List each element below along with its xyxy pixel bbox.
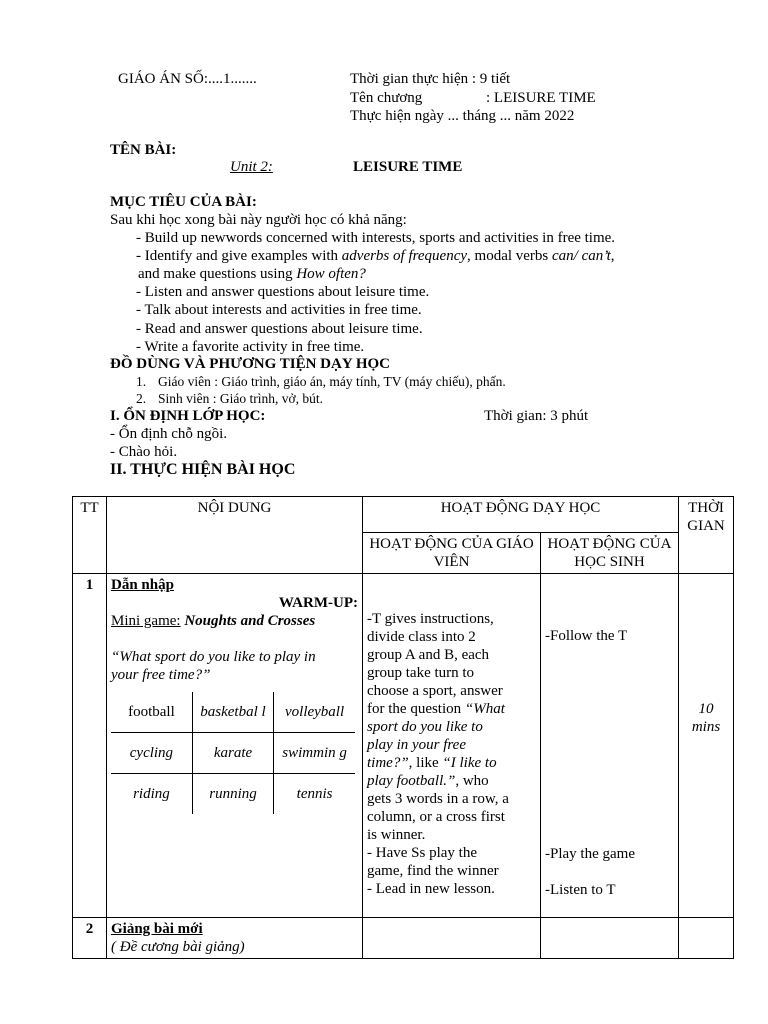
warmup-label: WARM-UP: [278, 595, 358, 611]
header-tt: TT [73, 497, 107, 574]
section-1-item: - Ổn định chỗ ngồi. [110, 426, 228, 442]
unit-label: Unit 2: [230, 159, 273, 175]
objective-item: - Write a favorite activity in free time. [136, 339, 365, 355]
teacher-line: game, find the winner [367, 863, 499, 879]
section-1-time: Thời gian: 3 phút [484, 408, 589, 424]
objective-item-cont: and make questions using How often? [138, 266, 366, 282]
teacher-line: -T gives instructions, [367, 611, 494, 627]
teacher-line: group take turn to [367, 665, 475, 681]
material-item: Giáo viên : Giáo trình, giáo án, máy tính, TV (máy chiếu), phấn. [158, 374, 506, 389]
objectives-intro: Sau khi học xong bài này người học có khả năng: [110, 212, 407, 228]
date-line: Thực hiện ngày ... tháng ... năm 2022 [350, 108, 575, 124]
section-1-item: - Chào hỏi. [110, 444, 178, 460]
objective-item: - Identify and give examples with adverbs of frequency, modal verbs can/ can’t, [136, 248, 615, 264]
time-cell [679, 918, 734, 959]
teacher-line: gets 3 words in a row, a [367, 791, 509, 807]
objective-item: - Listen and answer questions about leisure time. [136, 284, 430, 300]
grid-cell: running [192, 774, 273, 815]
section-2-heading: II. THỰC HIỆN BÀI HỌC [110, 461, 296, 478]
header-content: NỘI DUNG [107, 497, 363, 574]
header-teacher: HOẠT ĐỘNG CỦA GIÁO VIÊN [363, 533, 541, 574]
game-question: “What sport do you like to play in [111, 649, 316, 665]
grid-cell: karate [192, 733, 273, 774]
time-cell [679, 574, 734, 918]
header-activities: HOẠT ĐỘNG DẠY HỌC [363, 497, 679, 533]
teacher-line: group A and B, each [367, 647, 490, 663]
chapter-value: : LEISURE TIME [486, 90, 596, 106]
student-line: -Follow the T [545, 628, 628, 644]
grid-cell: football [128, 704, 175, 720]
objectives-heading: MỤC TIÊU CỦA BÀI: [110, 194, 257, 210]
teacher-line: divide class into 2 [367, 629, 476, 645]
row-content [107, 574, 363, 918]
teacher-line: sport do you like to [367, 719, 483, 735]
row-title: Giảng bài mới [111, 921, 203, 937]
teacher-activities [363, 918, 541, 959]
grid-cell: basketbal l [192, 692, 273, 733]
time-unit: mins [691, 719, 721, 735]
lesson-number: GIÁO ÁN SỐ:....1....... [118, 71, 257, 87]
row-title: Dẫn nhập [111, 577, 174, 593]
lesson-name: LEISURE TIME [353, 159, 463, 175]
row-number: 2 [73, 918, 107, 959]
time-value: 10 [698, 701, 714, 717]
noughts-crosses-grid [111, 692, 355, 814]
duration: Thời gian thực hiện : 9 tiết [350, 71, 511, 87]
grid-cell: tennis [274, 774, 355, 815]
teacher-activities [363, 574, 541, 918]
material-item-num: 1. [136, 374, 147, 389]
teacher-line: column, or a cross first [367, 809, 505, 825]
grid-cell: cycling [111, 733, 192, 774]
material-item-num: 2. [136, 391, 147, 406]
teacher-line: - Have Ss play the [367, 845, 477, 861]
game-question: your free time?” [111, 667, 211, 683]
student-activities [541, 918, 679, 959]
chapter-label: Tên chương [350, 90, 423, 106]
teacher-line: for the question “What [367, 701, 505, 717]
objective-item: - Read and answer questions about leisure time. [136, 321, 423, 337]
row-number: 1 [73, 574, 107, 918]
lesson-table [72, 496, 734, 959]
teacher-line: - Lead in new lesson. [367, 881, 495, 897]
materials-heading: ĐỒ DÙNG VÀ PHƯƠNG TIỆN DẠY HỌC [110, 356, 391, 372]
teacher-line: play football.”, who [367, 773, 489, 789]
objective-item: - Talk about interests and activities in free time. [136, 302, 422, 318]
teacher-line: play in your free [367, 737, 467, 753]
header-time: THỜI GIAN [679, 497, 734, 574]
student-line: -Listen to T [545, 882, 616, 898]
section-1-heading: I. ỔN ĐỊNH LỚP HỌC: [110, 408, 266, 424]
teacher-line: choose a sport, answer [367, 683, 503, 699]
student-activities [541, 574, 679, 918]
grid-cell: riding [111, 774, 192, 815]
objective-item: - Build up newwords concerned with interests, sports and activities in free time. [136, 230, 616, 246]
material-item: Sinh viên : Giáo trình, vở, bút. [158, 391, 324, 406]
grid-cell: volleyball [274, 692, 355, 733]
header-student: HOẠT ĐỘNG CỦA HỌC SINH [541, 533, 679, 574]
row-content [107, 918, 363, 959]
teacher-line: time?”, like “I like to [367, 755, 497, 771]
mini-game-line: Mini game: Noughts and Crosses [111, 613, 316, 629]
student-line: -Play the game [545, 846, 635, 862]
lesson-title-label: TÊN BÀI: [110, 142, 177, 158]
teacher-line: is winner. [367, 827, 426, 843]
grid-cell: swimmin g [274, 733, 355, 774]
row-subtitle: ( Đề cương bài giảng) [111, 939, 245, 955]
